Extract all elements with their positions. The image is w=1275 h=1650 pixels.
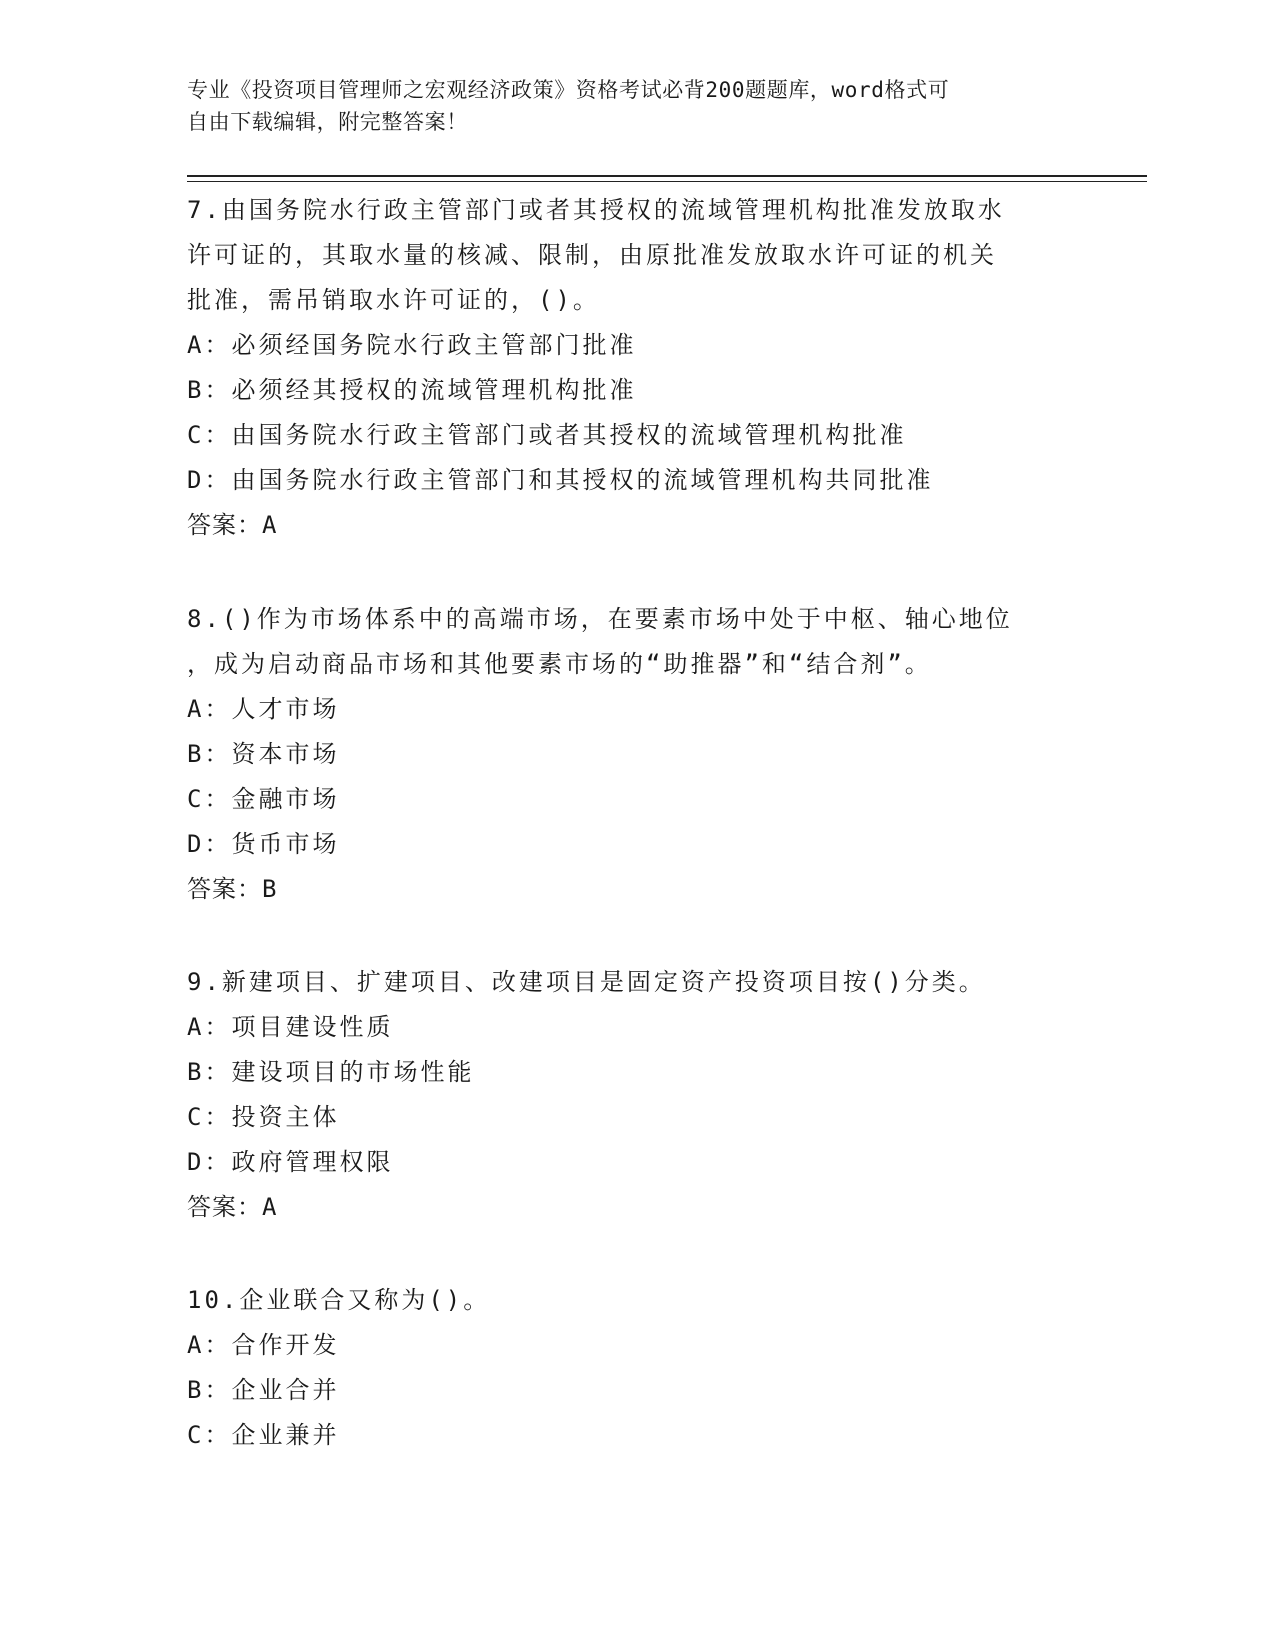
option-d: D：货币市场 bbox=[187, 830, 340, 858]
question-7 bbox=[187, 188, 1087, 548]
stem-line: 10.企业联合又称为()。 bbox=[187, 1286, 491, 1314]
stem-line: 8.()作为市场体系中的高端市场，在要素市场中处于中枢、轴心地位 bbox=[187, 605, 1013, 633]
answer-value: A bbox=[262, 1193, 278, 1221]
answer-value: B bbox=[262, 875, 278, 903]
stem-line: 许可证的，其取水量的核减、限制，由原批准发放取水许可证的机关 bbox=[187, 241, 997, 269]
option-a: A：人才市场 bbox=[187, 695, 340, 723]
question-10 bbox=[187, 1278, 1087, 1458]
answer-label: 答案： bbox=[187, 1193, 262, 1221]
header-line-1: 专业《投资项目管理师之宏观经济政策》资格考试必背200题题库，word格式可 bbox=[187, 78, 950, 102]
option-b: B：建设项目的市场性能 bbox=[187, 1058, 475, 1086]
option-b: B：企业合并 bbox=[187, 1376, 340, 1404]
option-d: D：政府管理权限 bbox=[187, 1148, 394, 1176]
stem-line: 7.由国务院水行政主管部门或者其授权的流域管理机构批准发放取水 bbox=[187, 196, 1005, 224]
question-stem bbox=[187, 1278, 1087, 1323]
option-b: B：必须经其授权的流域管理机构批准 bbox=[187, 376, 637, 404]
option-a: A：项目建设性质 bbox=[187, 1013, 394, 1041]
stem-line: 9.新建项目、扩建项目、改建项目是固定资产投资项目按()分类。 bbox=[187, 968, 986, 996]
stem-line: ，成为启动商品市场和其他要素市场的“助推器”和“结合剂”。 bbox=[187, 650, 932, 678]
answer-label: 答案： bbox=[187, 511, 262, 539]
answer-line bbox=[187, 503, 1087, 548]
stem-line: 批准，需吊销取水许可证的，()。 bbox=[187, 286, 600, 314]
answer-label: 答案： bbox=[187, 875, 262, 903]
option-d: D：由国务院水行政主管部门和其授权的流域管理机构共同批准 bbox=[187, 466, 934, 494]
option-a: A：合作开发 bbox=[187, 1331, 340, 1359]
question-9 bbox=[187, 960, 1087, 1230]
answer-value: A bbox=[262, 511, 278, 539]
option-c: C：由国务院水行政主管部门或者其授权的流域管理机构批准 bbox=[187, 421, 907, 449]
option-a: A：必须经国务院水行政主管部门批准 bbox=[187, 331, 637, 359]
option-c: C：企业兼并 bbox=[187, 1421, 340, 1449]
option-c: C：金融市场 bbox=[187, 785, 340, 813]
question-stem bbox=[187, 597, 1087, 687]
question-stem bbox=[187, 188, 1087, 323]
question-8 bbox=[187, 597, 1087, 912]
option-c: C：投资主体 bbox=[187, 1103, 340, 1131]
answer-line bbox=[187, 867, 1087, 912]
header-divider-thick bbox=[187, 175, 1147, 177]
header-divider-thin bbox=[187, 181, 1147, 182]
question-stem bbox=[187, 960, 1087, 1005]
document-header bbox=[187, 74, 1067, 138]
answer-line bbox=[187, 1185, 1087, 1230]
header-line-2: 自由下载编辑，附完整答案！ bbox=[187, 110, 468, 134]
option-b: B：资本市场 bbox=[187, 740, 340, 768]
